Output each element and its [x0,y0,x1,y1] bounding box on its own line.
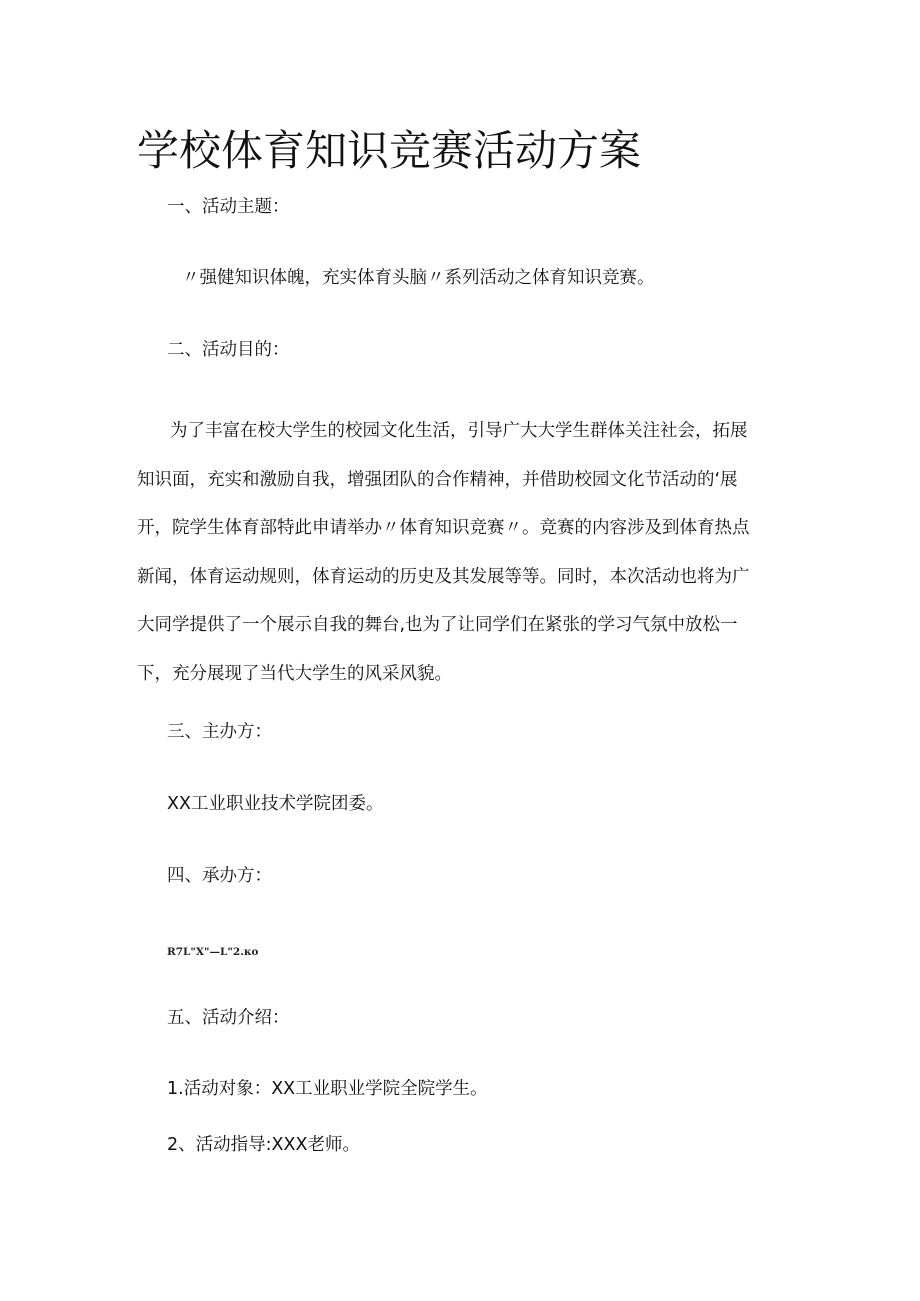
document-title: 学校体育知识竞赛活动方案 [137,126,642,175]
paragraph-line: 下，充分展现了当代大学生的风采风貌。 [137,663,452,684]
section-1-body: 〃强健知识体魄，充实体育头脑〃系列活动之体育知识竞赛。 [182,268,655,288]
paragraph-line: 为了丰富在校大学生的校园文化生活，引导广大大学生群体关注社会，拓展 [170,421,748,441]
section-2-heading: 二、活动目的： [167,340,290,360]
paragraph-line: 大同学提供了一个展示自我的舞台,也为了让同学们在紧张的学习气氛中放松一 [137,615,738,635]
section-3-body: XX工业职业技术学院团委。 [167,794,384,814]
section-5-heading: 五、活动介绍： [167,1008,290,1028]
paragraph-line: 新闻，体育运动规则，体育运动的历史及其发展等等。同时，本次活动也将为广 [137,566,750,587]
section-3-heading: 三、主办方： [167,722,272,742]
section-2-paragraph [137,407,787,698]
section-1-heading: 一、活动主题： [167,197,290,217]
section-5-item-2: 2、活动指导:XXX老师。 [167,1135,360,1155]
paragraph-line: 知识面，充实和激励自我，增强团队的合作精神，并借助校园文化节活动的‘展 [137,469,738,490]
paragraph-line: 开，院学生体育部特此申请举办〃体育知识竞赛〃。竞赛的内容涉及到体育热点 [137,518,750,538]
section-4-heading: 四、承办方： [167,866,272,886]
section-5-item-1: 1.活动对象：XX工业职业学院全院学生。 [167,1079,488,1099]
section-4-body: R7L"X"—L"2.ко [167,946,259,958]
